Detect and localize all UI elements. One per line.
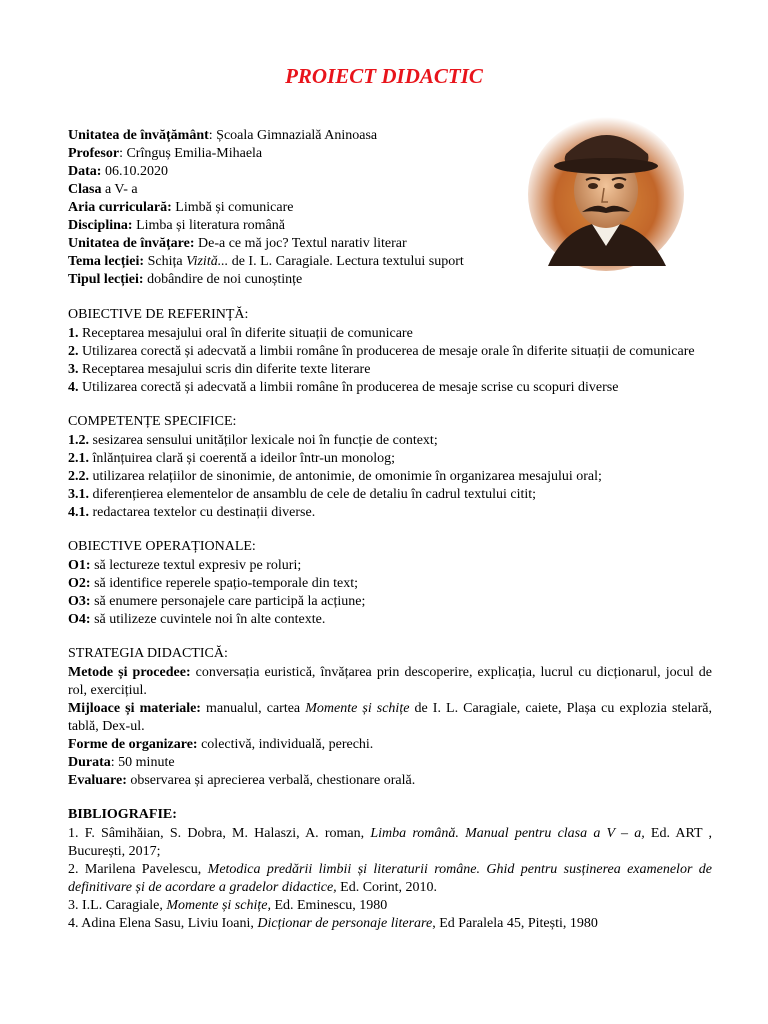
list-item: 1.2. sesizarea sensului unităților lexicale noi în funcție de context;: [68, 433, 438, 448]
strategy-methods: Metode și procedee: conversația euristică, învățarea prin descoperire, explicația, lucrul cu dicționarul, jocul de rol, exercițiul.: [68, 665, 712, 698]
section-reference-objectives: [68, 306, 712, 397]
section-bibliography: [68, 806, 712, 933]
list-item: 2.1. înlănțuirea clară și coerentă a ideilor într-un monolog;: [68, 451, 396, 466]
list-item: O3: să enumere personajele care participă la acțiune;: [68, 594, 366, 609]
list-item: 2. Utilizarea corectă și adecvată a limbii române în producerea de mesaje orale în diferite situații de comunicare: [68, 344, 695, 359]
document-title: PROIECT DIDACTIC: [285, 64, 483, 88]
strategy-materials: Mijloace și materiale: manualul, cartea Momente și schițe de I. L. Caragiale, caiete, Plașa cu explozia stelară, tablă, Dex-ul.: [68, 701, 712, 734]
section-heading: OBIECTIVE OPERAȚIONALE:: [68, 539, 256, 554]
info-teacher: Profesor: Crînguș Emilia-Mihaela: [68, 146, 263, 161]
bibliography-entry: 4. Adina Elena Sasu, Liviu Ioani, Dicționar de personaje literare, Ed Paralela 45, Pitești, 1980: [68, 916, 598, 931]
list-item: O1: să lectureze textul expresiv pe roluri;: [68, 558, 302, 573]
list-item: 4.1. redactarea textelor cu destinații diverse.: [68, 505, 316, 520]
info-class: Clasa a V- a: [68, 182, 138, 197]
section-teaching-strategy: [68, 645, 712, 790]
bibliography-entry: 3. I.L. Caragiale, Momente și schițe, Ed. Eminescu, 1980: [68, 898, 388, 913]
info-learning-unit: Unitatea de învățare: De-a ce mă joc? Textul narativ literar: [68, 236, 407, 251]
list-item: 3.1. diferențierea elementelor de ansamblu de cele de detaliu în cadrul textului citit;: [68, 487, 537, 502]
info-lesson-type: Tipul lecției: dobândire de noi cunoștințe: [68, 272, 303, 287]
section-heading: COMPETENȚE SPECIFICE:: [68, 414, 237, 429]
list-item: O2: să identifice reperele spațio-temporale din text;: [68, 576, 359, 591]
list-item: O4: să utilizeze cuvintele noi în alte contexte.: [68, 612, 326, 627]
strategy-organization: Forme de organizare: colectivă, individuală, perechi.: [68, 737, 374, 752]
section-heading: BIBLIOGRAFIE:: [68, 807, 177, 822]
list-item: 2.2. utilizarea relațiilor de sinonimie, de antonimie, de omonimie în organizarea mesajului oral;: [68, 469, 602, 484]
section-specific-competences: [68, 413, 712, 522]
section-heading: STRATEGIA DIDACTICĂ:: [68, 646, 228, 661]
info-lesson-topic: Tema lecției: Schița Vizită... de I. L. Caragiale. Lectura textului suport: [68, 254, 464, 269]
strategy-duration: Durata: 50 minute: [68, 755, 175, 770]
list-item: 1. Receptarea mesajului oral în diferite situații de comunicare: [68, 326, 413, 341]
strategy-evaluation: Evaluare: observarea și aprecierea verbală, chestionare orală.: [68, 773, 416, 788]
list-item: 3. Receptarea mesajului scris din diferite texte literare: [68, 362, 371, 377]
info-date: Data: 06.10.2020: [68, 164, 168, 179]
section-operational-objectives: [68, 538, 712, 629]
section-heading: OBIECTIVE DE REFERINȚĂ:: [68, 307, 249, 322]
author-portrait: [526, 114, 686, 271]
bibliography-entry: 1. F. Sâmihăian, S. Dobra, M. Halaszi, A. roman, Limba română. Manual pentru clasa a V – a, Ed. ART , București, 2017;: [68, 826, 713, 859]
list-item: 4. Utilizarea corectă și adecvată a limbii române în producerea de mesaje scrise cu scopuri diverse: [68, 380, 619, 395]
bibliography-entry: 2. Marilena Pavelescu, Metodica predării limbii și literaturii române. Ghid pentru susținerea examenelor de definitivare și de acordare a gradelor didactice, Ed. Corint, 2010.: [68, 862, 712, 895]
info-school: Unitatea de învățământ: Școala Gimnazială Aninoasa: [68, 128, 378, 143]
document-body: [68, 306, 712, 949]
lesson-info: [68, 127, 508, 289]
info-discipline: Disciplina: Limba și literatura română: [68, 218, 285, 233]
info-curricular-area: Aria curriculară: Limbă și comunicare: [68, 200, 294, 215]
